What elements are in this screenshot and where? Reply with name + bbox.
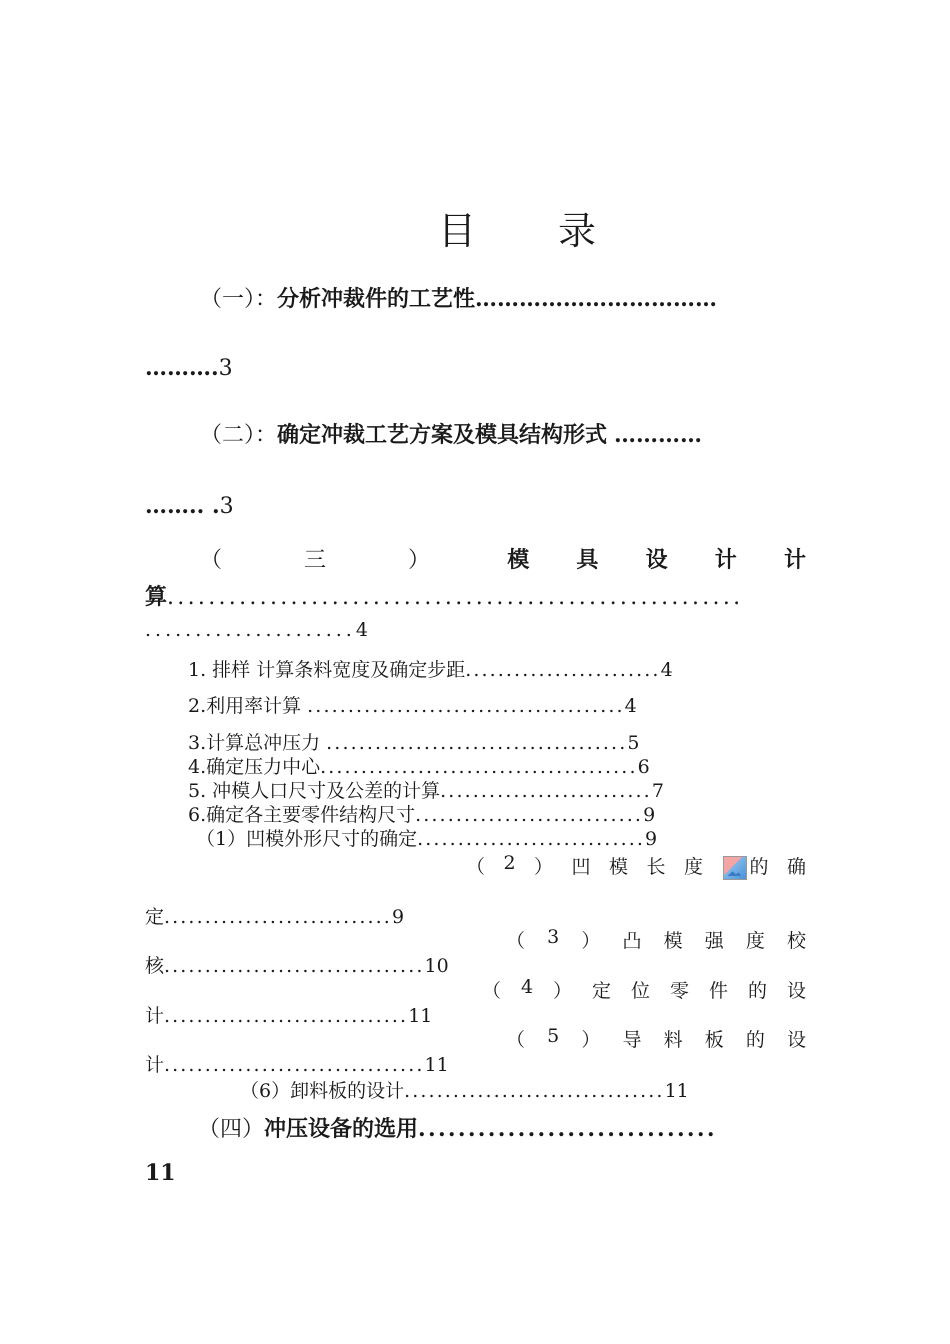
section-label: 冲压设备的选用 [264,1116,419,1142]
toc-section-1-cont [145,355,233,381]
item-char: （ [506,930,526,952]
item-char: 凹 [571,856,591,878]
section-prefix: （四） [198,1117,265,1142]
leader-dots: ........................ [465,659,661,681]
item-char: ） [534,856,554,878]
item-char: 2 [503,852,516,874]
section-char: 设 [645,547,668,573]
item-char: （ [482,980,502,1002]
toc-subitem-4[interactable] [482,976,806,1003]
page-number: 11 [408,1005,433,1027]
item-char: 料 [663,1029,683,1051]
item-label: 1. 排样 计算条料宽度及确定步距 [188,659,466,681]
toc-subitem-6[interactable] [240,1076,689,1103]
leader-dots: ………. [145,355,219,381]
leader-dots: .............................. [164,1005,409,1027]
item-char: 的 [749,856,769,878]
toc-section-3-cont2 [145,619,368,641]
broken-image-icon [723,856,747,880]
toc-section-3[interactable] [200,543,806,574]
item-char: 强 [704,930,724,952]
item-label: 2.利用率计算 [188,695,308,717]
page-title: 目 录 [438,209,599,253]
toc-subitem-2[interactable] [466,852,806,880]
toc-subitem-1[interactable] [196,824,657,851]
item-char: 设 [786,980,806,1002]
item-char: 板 [704,1029,724,1051]
leader-dots: ................................ [164,955,425,977]
leader-dots: ....................................... [320,756,638,778]
leader-dots: ........................................................ [167,585,744,610]
section-prefix: （二）： [200,423,278,448]
page-number: 11 [424,1054,449,1076]
toc-subitem-4-cont [145,1001,432,1028]
item-char: 凸 [622,930,642,952]
leader-dots: …….. . [145,493,220,519]
toc-subitem-5[interactable] [506,1025,806,1052]
toc-subitem-5-cont [145,1050,449,1077]
item-label: 6.确定各主要零件结构尺寸 [188,804,416,826]
toc-subitem-3[interactable] [506,926,806,953]
item-label: （1）凹模外形尺寸的确定 [196,828,418,850]
page-number: 4 [660,659,673,681]
toc-section-3-cont [145,580,743,611]
section-char: 具 [576,547,599,573]
leader-dots: .............................. [418,1116,717,1142]
toc-section-4-cont [145,1160,176,1186]
toc-subitem-3-cont [145,951,449,978]
item-char: 度 [683,856,703,878]
item-char: 定 [592,980,612,1002]
toc-item-6[interactable] [188,800,655,827]
item-char: ） [581,1029,601,1051]
leader-dots: ....................................... [307,695,625,717]
page-number: 9 [391,906,405,928]
toc-section-4[interactable] [198,1112,717,1143]
item-char: 模 [609,856,629,878]
item-char: ） [581,930,601,952]
leader-dots: ............................ [417,828,646,850]
item-char: 确 [786,856,806,878]
page-number: 11 [664,1080,689,1102]
section-char: 计 [783,547,806,573]
item-char: 模 [663,930,683,952]
section-label: 确定冲裁工艺方案及模具结构形式 [277,422,608,448]
item-char: ） [553,980,573,1002]
leader-dots: ................................ [164,1054,425,1076]
item-char: 件 [708,980,728,1002]
item-label: 3.计算总冲压力 [188,732,327,754]
item-char: 设 [786,1029,806,1051]
section-char: 算 [145,584,168,610]
item-char: 定 [145,906,165,928]
page-number: 11 [145,1160,176,1186]
toc-item-3[interactable] [188,728,639,755]
item-char: 校 [786,930,806,952]
section-prefix: （一）： [200,287,278,312]
page-number: 3 [219,494,234,519]
section-label: 分析冲裁件的工艺性 [277,286,476,312]
item-char: 4 [520,976,534,998]
item-char: 位 [631,980,651,1002]
page-number: 6 [637,756,650,778]
section-prefix: （ 三 ） [200,548,461,573]
page-number: 4 [355,619,368,641]
item-char: 3 [547,926,560,948]
page-number: 10 [424,955,449,977]
item-char: （ [506,1029,526,1051]
page-number: 9 [645,828,658,850]
leader-dots: ..................................... [326,732,628,754]
item-char: 长 [646,856,666,878]
page-number: 5 [627,732,640,754]
toc-section-1[interactable] [200,282,717,313]
toc-section-2-cont [145,493,234,519]
section-char: 模 [507,547,530,573]
leader-dots: …………………………… [475,286,718,312]
item-char: 核 [145,955,165,977]
toc-item-2[interactable] [188,691,637,718]
item-char: 的 [745,1029,765,1051]
item-char: 的 [747,980,767,1002]
item-char: 度 [745,930,765,952]
item-label: 5. 冲模人口尺寸及公差的计算 [188,780,441,802]
item-label: 4.确定压力中心 [188,756,321,778]
page-number: 7 [651,780,664,802]
item-char: 导 [622,1029,642,1051]
item-char: 零 [670,980,690,1002]
item-char: 计 [145,1005,165,1027]
toc-item-4[interactable] [188,752,650,779]
item-label: （6）卸料板的设计 [240,1080,405,1102]
item-char: （ [466,856,486,878]
page-number: 9 [643,804,656,826]
toc-section-2[interactable] [200,418,702,449]
toc-subitem-2-cont [145,902,404,929]
leader-dots: ..................... [145,619,356,641]
item-char: 5 [547,1025,560,1047]
leader-dots: ………… [614,422,703,448]
leader-dots: ............................ [164,906,392,928]
toc-item-5[interactable] [188,776,664,803]
item-char: 计 [145,1054,165,1076]
section-char: 计 [714,547,737,573]
leader-dots: ............................ [415,804,644,826]
toc-item-1[interactable] [188,655,673,682]
leader-dots: .......................... [440,780,652,802]
leader-dots: ................................ [404,1080,665,1102]
page-number: 3 [218,356,233,381]
page-number: 4 [624,695,637,717]
